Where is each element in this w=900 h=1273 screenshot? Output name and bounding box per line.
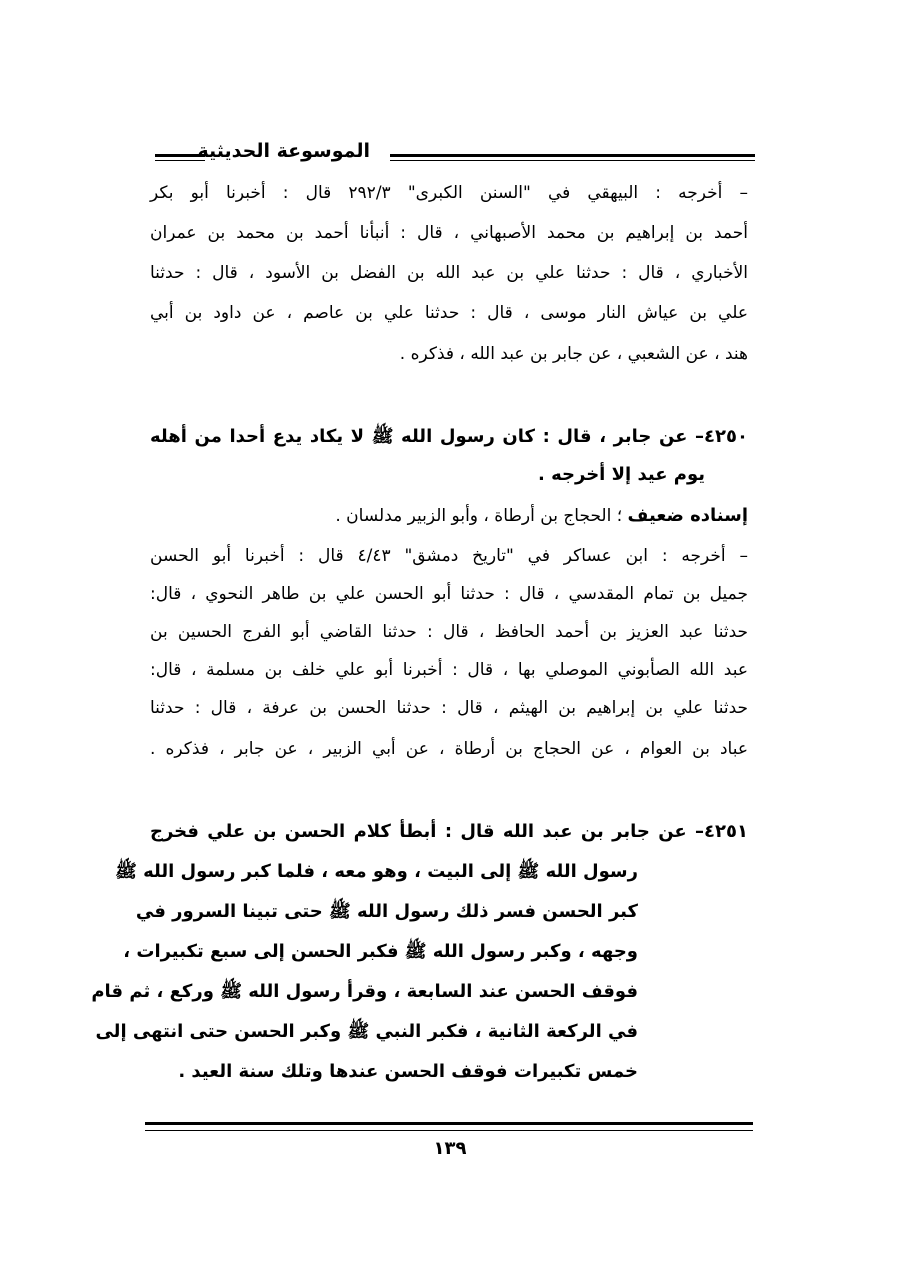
isnad-4250 (335, 503, 748, 529)
takhrij-4250-line-4: عبد الله الصأبوني الموصلي بها ، قال : أخبرنا أبو علي خلف بن مسلمة ، قال: (150, 660, 748, 680)
header-title: الموسوعة الحديثية (197, 140, 370, 162)
block1-line-1: – أخرجه : البيهقي في "السنن الكبرى" ٢٩٢/٣ قال : أخبرنا أبو بكر (150, 183, 748, 203)
block1-line-2: أحمد بن إبراهيم بن محمد الأصبهاني ، قال : أنبأنا أحمد بن محمد بن عمران (150, 223, 748, 243)
block1-line-3: الأخباري ، قال : حدثنا علي بن عبد الله بن الفضل بن الأسود ، قال : حدثنا (150, 263, 748, 283)
hadith-4250-line-2: يوم عيد إلا أخرجه . (538, 464, 705, 485)
takhrij-4250-line-1: – أخرجه : ابن عساكر في "تاريخ دمشق" ٤/٤٣ قال : أخبرنا أبو الحسن (150, 546, 748, 566)
isnad-text: ؛ الحجاج بن أرطاة ، وأبو الزبير مدلسان . (335, 506, 623, 526)
hadith-4250-line-1: ٤٢٥٠– عن جابر ، قال : كان رسول الله ﷺ لا يكاد يدع أحدا من أهله (150, 426, 748, 447)
hadith-4251-line-6: في الركعة الثانية ، فكبر النبي ﷺ وكبر الحسن حتى انتهى إلى (95, 1021, 638, 1042)
takhrij-4250-line-5: حدثنا علي بن إبراهيم بن الهيثم ، قال : حدثنا الحسن بن عرفة ، قال : حدثنا (150, 698, 748, 718)
block1-line-4: علي بن عياش النار موسى ، قال : حدثنا علي بن عاصم ، عن داود بن أبي (150, 303, 748, 323)
hadith-4251-line-1: ٤٢٥١– عن جابر بن عبد الله قال : أبطأ كلام الحسن بن علي فخرج (150, 821, 748, 842)
takhrij-4250-line-6: عباد بن العوام ، عن الحجاج بن أرطاة ، عن أبي الزبير ، عن جابر ، فذكره . (150, 739, 748, 759)
isnad-label: إسناده ضعيف (627, 505, 748, 526)
hadith-4251-line-7: خمس تكبيرات فوقف الحسن عندها وتلك سنة العيد . (178, 1061, 638, 1082)
page-number: ١٣٩ (433, 1138, 467, 1159)
hadith-4251-line-3: كبر الحسن فسر ذلك رسول الله ﷺ حتى تبينا السرور في (135, 901, 638, 922)
takhrij-4250-line-2: جميل بن تمام المقدسي ، قال : حدثنا أبو الحسن علي بن طاهر النحوي ، قال: (150, 584, 748, 604)
running-header (145, 140, 755, 172)
hadith-4251-line-4: وجهه ، وكبر رسول الله ﷺ فكبر الحسن إلى سبع تكبيرات ، (123, 941, 638, 962)
block1-line-5: هند ، عن الشعبي ، عن جابر بن عبد الله ، فذكره . (399, 344, 748, 364)
hadith-4251-line-5: فوقف الحسن عند السابعة ، وقرأ رسول الله ﷺ وركع ، ثم قام (91, 981, 638, 1002)
hadith-4251-line-2: رسول الله ﷺ إلى البيت ، وهو معه ، فلما كبر رسول الله ﷺ (115, 861, 638, 882)
header-rule-long (390, 154, 755, 161)
footer-rule (145, 1122, 753, 1131)
header-rule-short (155, 154, 205, 161)
takhrij-4250-line-3: حدثنا عبد العزيز بن أحمد الحافظ ، قال : حدثنا القاضي أبو الفرج الحسين بن (150, 622, 748, 642)
